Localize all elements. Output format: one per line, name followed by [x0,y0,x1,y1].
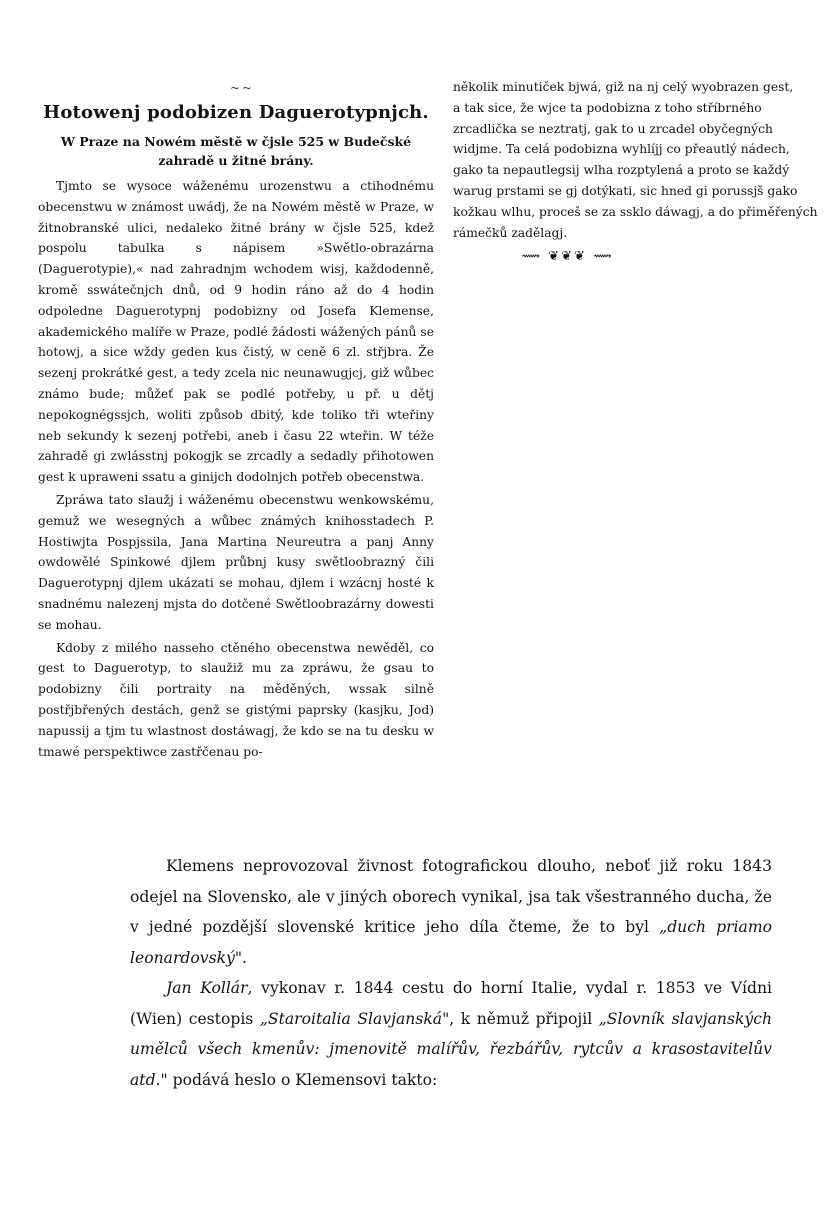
book-subtitle: „Slovník slavjanských umělců všech kmenův: jmenovitě malířův, řezbářův, rytcův a krasostavitelův atd." [130,1009,772,1089]
clipping-line: warug prstami se gj dotýkati, sic hned gi porussjš gako [453,183,798,198]
body-text-run: Klemens neprovozoval živnost fotografickou dlouho, neboť již roku 1843 odejel na Slovensko, ale v jiných oborech vynikal, jsa tak všestranného ducha, že v jedné pozdější slovenské kritice jeho díla čteme, že to byl [130,857,772,936]
body-text-run: podává heslo o Klemensovi takto: [167,1070,438,1089]
clipping-line: zrcadlička se neztratj, gak to u zrcadel obyčegných [453,121,773,136]
clipping-line: widjme. Ta celá podobizna wyhlíjj co přeautlý nádech, [453,142,790,157]
clipping-line: několik minutiček bjwá, giž na nj celý wyobrazen gest, [453,80,794,94]
book-title: „Staroitalia Slavjanská" [259,1009,450,1028]
end-ornament: ⟿ ❦❦❦ ⟿ [521,249,614,265]
body-paragraph [130,973,772,1095]
clipping-line: kožkau wlhu, proceš se za ssklo dáwagj, a do přiměřených [453,204,818,219]
clipping-headline: Hotowenj podobizen Daguerotypnjch. [43,102,429,123]
article-body [130,851,772,1095]
quoted-phrase: „duch priamo leonardovský". [130,918,773,967]
clipping-paragraph: Zpráwa tato slaužj i wáženému obecenstwu wenkowskému, gemuž we wesegných a wůbec známých knihosstadech P. Hostiwjta Pospjssila, Jana Martina Neureutra a panj Anny owdowělé Spinkowé djlem průbnj kusy swětloobrazný čili Daguerotypnj djlem ukázati se mohau, djlem i wzácnj hosté k snadnému nalezenj mjsta do dotčené Swětloobrazárny dowesti se mohau. [38,492,434,632]
clipping-line: a tak sice, že wjce ta podobizna z toho stříbrného [453,100,762,115]
clipping-subhead: W Praze na Nowém městě w čjsle 525 w Budečské zahradě u žitné brány. [60,134,412,168]
clipping-line: gako ta nepautlegsij wlha rozptylená a proto se každý [453,163,790,178]
author-name: Jan Kollár [166,979,248,997]
body-text-run: , vykonav r. 1844 cestu do horní Italie, vydal r. 1853 ve Vídni (Wien) cestopis [130,979,772,1028]
clipping-paragraph: Tjmto se wysoce wáženému urozenstwu a ctihodnému obecenstwu w známost uwádj, že na Nowém městě w Praze, w žitnobranské ulici, nedaleko žitné brány w čjsle 525, kdež pospolu tabulka s nápisem »Swětlo-obrazárna (Daguerotypie),« nad zahradnjm wchodem wisj, každodenně, kromě sswátečnjch dnů, od 9 hodin ráno až do 4 hodin odpoledne Daguerotypnj podobizny od Josefa Klemense, akademického malíře w Praze, podlé žádosti wážených pánů se hotowj, a sice wždy geden kus čistý, w ceně 6 zl. střjbra. Že sezenj prokrátké gest, a tedy zcela nic neunawugjcj, giž wůbec známo bude; můžeť pak se podlé potřeby, u př. u dětj nepokognégssjch, woliti způsob dbitý, kde toliko tři wteřiny neb sekundy k sezenj potřebi, aneb i času 22 wteřin. W téže zahradě gi zwlásstnj pokogjk se zrcadly a sedadly přihotowen gest k upraweni ssatu a ginijch dodolnjch potřeb obecenstwa. [38,179,434,485]
newspaper-clipping-right-column [453,77,832,267]
clipping-paragraph: Kdoby z milého nasseho ctěného obecenstwa newěděl, co gest to Daguerotyp, to slaužiž mu za zpráwu, že gsau to podobizny čili portraity na měděných, wssak silně postřjbřených destách, genž se gistými paprsky (kasjku, Jod) napussij a tjm tu wlastnost dostáwagj, že kdo se na tu desku w tmawé perspektiwce zastřčenau po- [38,640,434,759]
newspaper-clipping-left-column [38,82,434,762]
clipping-continuation [453,77,832,243]
clipping-line: rámečků zadělagj. [453,225,568,240]
body-text-run: , k němuž připojil [449,1009,599,1028]
top-ornament: ~~ [229,81,255,95]
body-paragraph [130,851,772,973]
